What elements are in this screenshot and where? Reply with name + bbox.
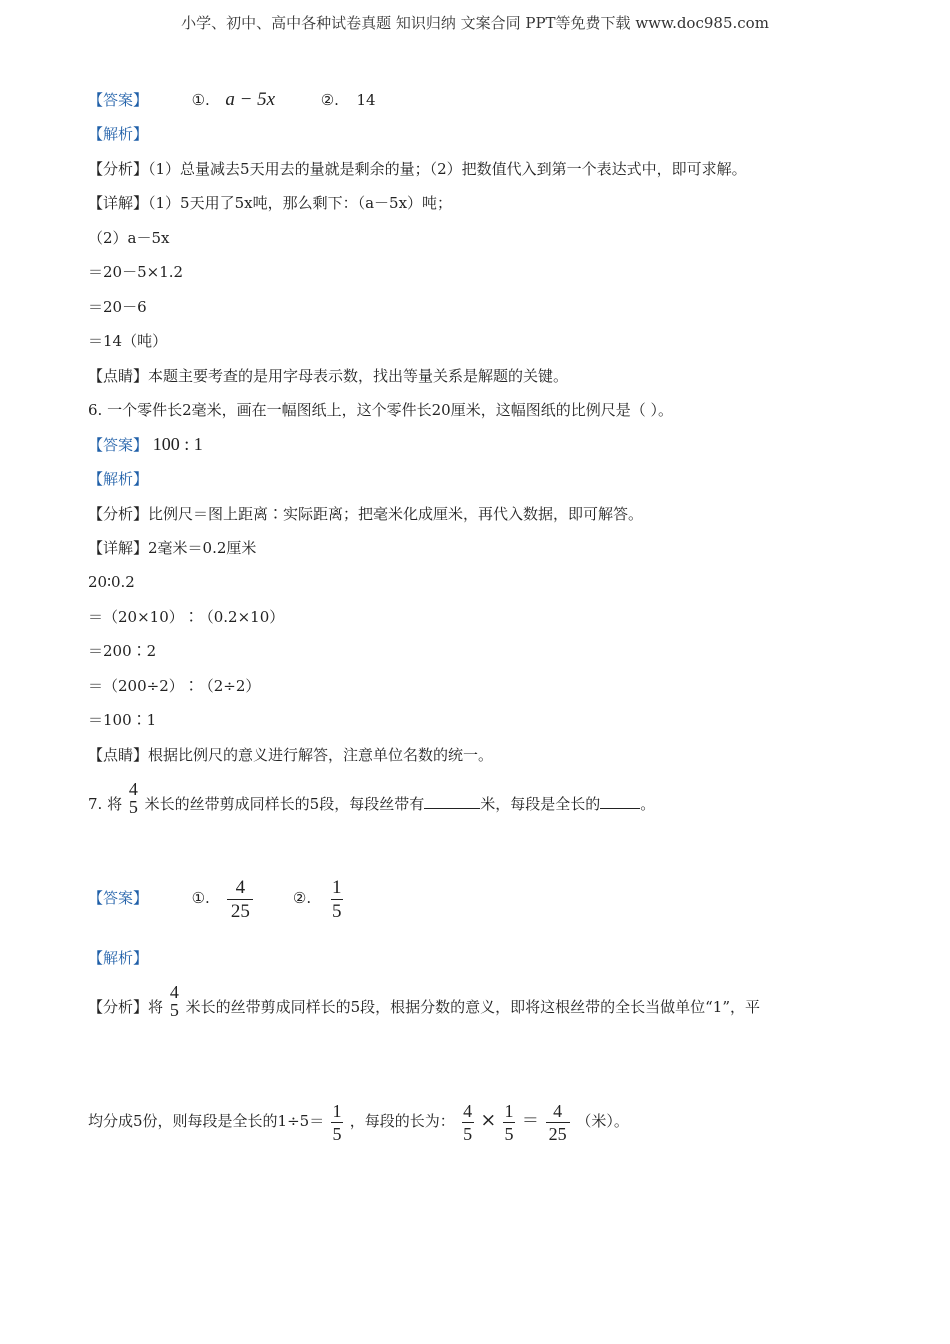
fraction-numerator: 4: [169, 982, 179, 1002]
equals-sign: ＝: [521, 1111, 539, 1131]
answer-2-label: ②.: [320, 91, 339, 109]
fraction-3: [503, 1102, 515, 1143]
answer-1-label: ①.: [191, 91, 210, 109]
q5-step-4: ＝14（吨）: [88, 332, 168, 350]
q6-step-5: ＝100∶1: [88, 711, 157, 729]
last-prefix: 均分成5份，则每段是全长的1÷5＝: [88, 1112, 325, 1130]
dianjing-text: 根据比例尺的意义进行解答，注意单位名数的统一。: [148, 746, 494, 764]
q6-step-4: ＝（200÷2）∶（2÷2）: [88, 677, 261, 695]
fenxi-text: （1）总量减去5天用去的量就是剩余的量；（2）把数值代入到第一个表达式中，即可求解。: [148, 160, 747, 178]
fenxi-text: 比例尺＝图上距离∶实际距离；把毫米化成厘米，再代入数据，即可解答。: [148, 505, 644, 523]
fenxi-tag: 【分析】: [88, 160, 149, 178]
q6-remark: [88, 745, 493, 765]
xiangjie-text: （1）5天用了5x吨，那么剩下：（a－5x）吨；: [148, 194, 453, 212]
fenxi-tag: 【分析】: [88, 998, 149, 1016]
xiangjie-text: 2毫米＝0.2厘米: [148, 539, 257, 557]
answer-2: 14: [356, 91, 376, 109]
answer-2-label: ②.: [292, 889, 312, 907]
answer-1-fraction: [227, 878, 253, 921]
q7-question: [88, 780, 655, 816]
q6-question: 6. 一个零件长2毫米，画在一幅图纸上，这个零件长20厘米，这幅图纸的比例尺是（ ）。: [88, 401, 673, 419]
fraction-denominator: 5: [504, 1123, 514, 1144]
q7-end: 。: [640, 795, 656, 813]
fraction-denominator: 25: [548, 1123, 567, 1144]
answer-blank-1[interactable]: [424, 794, 480, 809]
answer-1-label: ①.: [191, 889, 210, 907]
q6-step-3: ＝200∶2: [88, 642, 157, 660]
xiangjie-tag: 【详解】: [88, 539, 149, 557]
q6-answer-row: [88, 434, 203, 455]
fraction-denominator: 5: [169, 1000, 179, 1020]
dianjing-tag: 【点睛】: [88, 746, 149, 764]
q6-detail: [88, 538, 256, 558]
fraction-denominator: 5: [332, 1123, 342, 1144]
fenxi-prefix: 将: [148, 998, 164, 1016]
q7-fraction: [129, 780, 138, 816]
fenxi-fraction: [170, 983, 179, 1019]
fraction-numerator: 4: [463, 1100, 473, 1121]
q5-answer-row: [88, 90, 376, 110]
jiexi-tag: 【解析】: [88, 125, 149, 143]
fraction-numerator: 1: [504, 1100, 514, 1121]
q5-detail: [88, 193, 452, 213]
fraction-denominator: 5: [331, 900, 342, 922]
last-mid: ，每段的长为：: [349, 1112, 455, 1130]
jiexi-tag: 【解析】: [88, 949, 149, 967]
answer-2-fraction: [331, 878, 343, 921]
last-end: （米）。: [576, 1112, 629, 1130]
fraction-numerator: 4: [235, 876, 246, 898]
fraction-4: [546, 1102, 570, 1143]
answer-1: a − 5x: [225, 89, 276, 110]
q7-analysis-continued: [88, 1094, 629, 1147]
fraction-denominator: 25: [230, 900, 250, 922]
q5-step-1: （2）a－5x: [88, 229, 170, 247]
q5-step-2: ＝20－5×1.2: [88, 263, 184, 281]
fenxi-tag: 【分析】: [88, 505, 149, 523]
jiexi-tag: 【解析】: [88, 470, 149, 488]
dianjing-tag: 【点睛】: [88, 367, 149, 385]
dianjing-text: 本题主要考查的是用字母表示数，找出等量关系是解题的关键。: [148, 367, 569, 385]
q6-step-2: ＝（20×10）∶（0.2×10）: [88, 608, 285, 626]
q7-analysis: [88, 983, 760, 1019]
xiangjie-tag: 【详解】: [88, 194, 149, 212]
fraction-numerator: 4: [553, 1100, 563, 1121]
page-header: 小学、初中、高中各种试卷真题 知识归纳 文案合同 PPT等免费下载 www.doc985.com: [181, 14, 769, 32]
answer-tag: 【答案】: [88, 91, 149, 109]
q7-prefix: 7. 将: [88, 795, 123, 813]
fraction-numerator: 1: [331, 876, 342, 898]
answer-tag: 【答案】: [88, 436, 149, 454]
fraction-2: [462, 1102, 474, 1143]
fraction-numerator: 4: [128, 779, 138, 799]
fraction-denominator: 5: [463, 1123, 473, 1144]
fenxi-text: 米长的丝带剪成同样长的5段，根据分数的意义，即将这根丝带的全长当做单位“1”，平: [185, 998, 761, 1016]
q6-analysis: [88, 504, 643, 524]
q7-mid2: 米，每段是全长的: [480, 795, 601, 813]
q7-answer-row: [88, 872, 345, 924]
q5-step-3: ＝20－6: [88, 298, 147, 316]
q5-analysis: [88, 159, 747, 179]
q5-remark: [88, 366, 568, 386]
answer-tag: 【答案】: [88, 889, 149, 907]
answer-blank-2[interactable]: [600, 794, 640, 809]
q6-step-1: 20∶0.2: [88, 573, 135, 591]
times-sign: ×: [480, 1109, 497, 1131]
q7-mid: 米长的丝带剪成同样长的5段，每段丝带有: [144, 795, 425, 813]
q6-answer: 100 : 1: [152, 434, 203, 454]
fraction-numerator: 1: [332, 1100, 342, 1121]
fraction-1: [331, 1102, 343, 1143]
fraction-denominator: 5: [128, 797, 138, 817]
